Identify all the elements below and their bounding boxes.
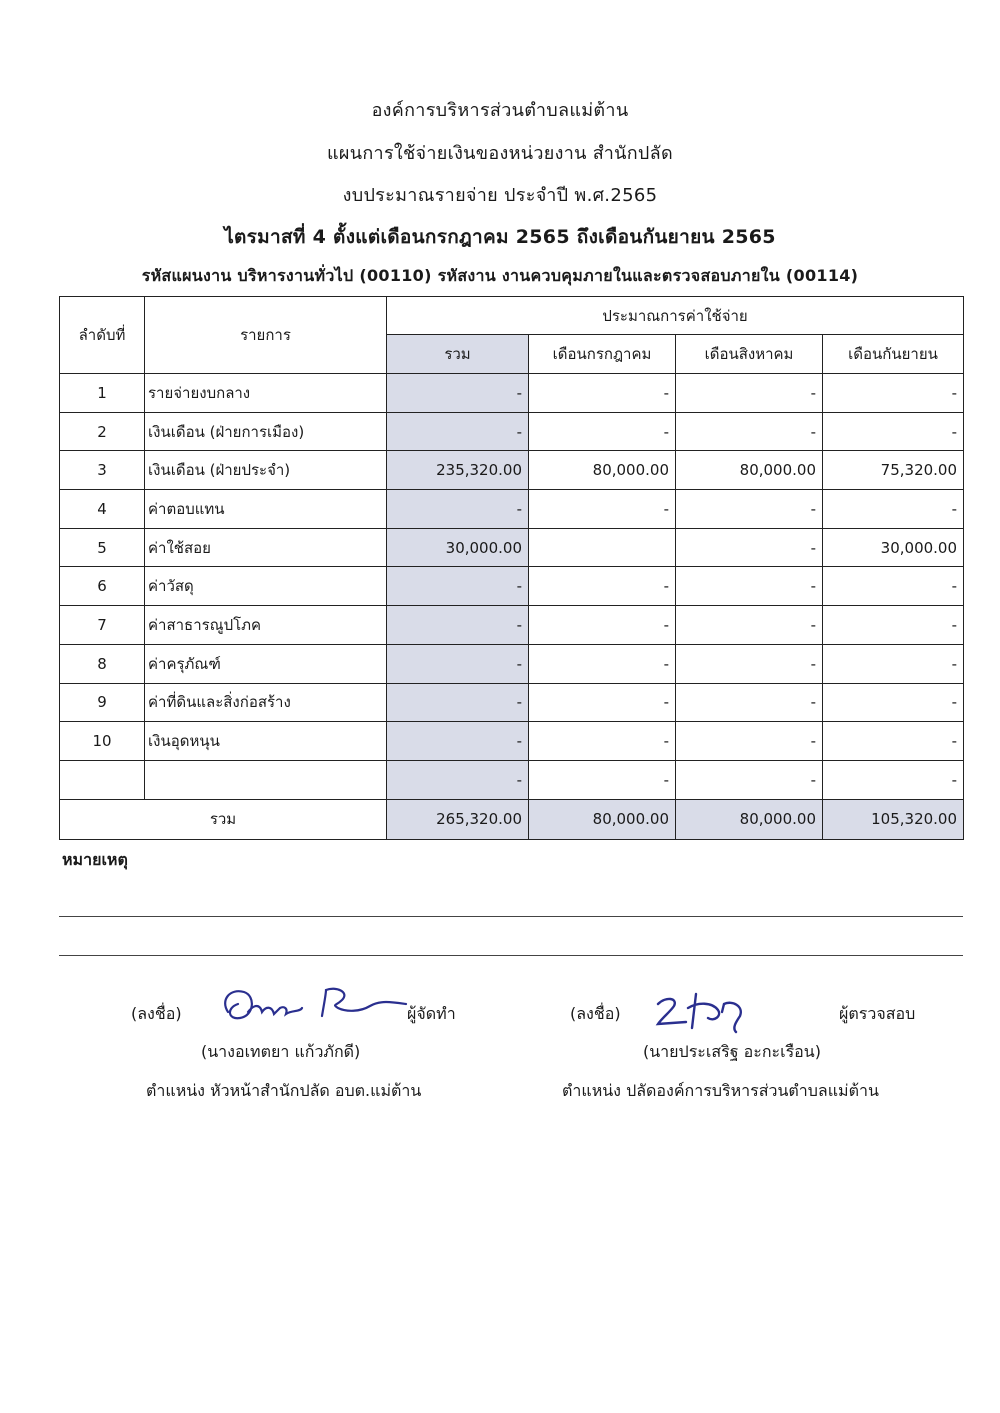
row-july xyxy=(529,528,676,567)
row-total: - xyxy=(387,567,529,606)
row-august: - xyxy=(676,412,823,451)
row-september: - xyxy=(823,567,964,606)
row-item: ค่าวัสดุ xyxy=(145,567,387,606)
row-total: - xyxy=(387,683,529,722)
row-july: - xyxy=(529,644,676,683)
table-row xyxy=(60,451,964,490)
row-total: 235,320.00 xyxy=(387,451,529,490)
left-name: (นางอเทตยา แก้วภักดี) xyxy=(201,1042,361,1061)
col-header-no: ลำดับที่ xyxy=(60,297,145,374)
budget-year: งบประมาณรายจ่าย ประจำปี พ.ศ.2565 xyxy=(342,185,658,206)
table-row xyxy=(60,683,964,722)
row-august: 80,000.00 xyxy=(676,451,823,490)
row-item: ค่าสาธารณูปโภค xyxy=(145,606,387,645)
total-label: รวม xyxy=(60,799,387,839)
org-title: องค์การบริหารส่วนตำบลแม่ต้าน xyxy=(371,100,629,121)
row-july: - xyxy=(529,412,676,451)
row-july: - xyxy=(529,683,676,722)
plan-code-line: รหัสแผนงาน บริหารงานทั่วไป (00110) รหัสงาน งานควบคุมภายในและตรวจสอบภายใน (00114) xyxy=(141,266,859,285)
table-row xyxy=(60,606,964,645)
left-position: ตำแหน่ง หัวหน้าสำนักปลัด อบต.แม่ต้าน xyxy=(146,1081,422,1100)
row-number xyxy=(60,760,145,799)
quarter-range: ไตรมาสที่ 4 ตั้งแต่เดือนกรกฎาคม 2565 ถึงเดือนกันยายน 2565 xyxy=(224,226,776,248)
row-september: - xyxy=(823,644,964,683)
col-header-item: รายการ xyxy=(145,297,387,374)
right-sign-label: (ลงชื่อ) xyxy=(570,1004,621,1023)
row-september: - xyxy=(823,760,964,799)
row-item: เงินเดือน (ฝ่ายการเมือง) xyxy=(145,412,387,451)
total-september: 105,320.00 xyxy=(823,799,964,839)
row-july: 80,000.00 xyxy=(529,451,676,490)
row-total: - xyxy=(387,374,529,413)
row-august: - xyxy=(676,606,823,645)
row-number: 6 xyxy=(60,567,145,606)
remark-line-2 xyxy=(59,955,963,956)
right-name: (นายประเสริฐ อะกะเรือน) xyxy=(643,1042,821,1061)
row-number: 10 xyxy=(60,722,145,761)
row-number: 2 xyxy=(60,412,145,451)
remark-line-1 xyxy=(59,916,963,917)
remark-label: หมายเหตุ xyxy=(62,850,128,869)
row-september: - xyxy=(823,412,964,451)
row-number: 1 xyxy=(60,374,145,413)
row-number: 9 xyxy=(60,683,145,722)
row-item: ค่าครุภัณฑ์ xyxy=(145,644,387,683)
table-row xyxy=(60,412,964,451)
col-header-july: เดือนกรกฎาคม xyxy=(529,335,676,374)
table-row xyxy=(60,528,964,567)
table-row xyxy=(60,722,964,761)
row-item: รายจ่ายงบกลาง xyxy=(145,374,387,413)
row-september: 75,320.00 xyxy=(823,451,964,490)
left-role: ผู้จัดทำ xyxy=(407,1004,456,1023)
row-total: - xyxy=(387,606,529,645)
row-total: - xyxy=(387,644,529,683)
row-total: - xyxy=(387,412,529,451)
table-row xyxy=(60,374,964,413)
total-sum: 265,320.00 xyxy=(387,799,529,839)
row-item: ค่าใช้สอย xyxy=(145,528,387,567)
row-july: - xyxy=(529,374,676,413)
budget-table xyxy=(59,296,964,840)
row-september: - xyxy=(823,606,964,645)
row-number: 3 xyxy=(60,451,145,490)
left-sign-label: (ลงชื่อ) xyxy=(131,1004,182,1023)
right-position: ตำแหน่ง ปลัดองค์การบริหารส่วนตำบลแม่ต้าน xyxy=(562,1081,879,1100)
plan-title: แผนการใช้จ่ายเงินของหน่วยงาน สำนักปลัด xyxy=(327,143,673,164)
row-number: 5 xyxy=(60,528,145,567)
row-august: - xyxy=(676,644,823,683)
row-august: - xyxy=(676,374,823,413)
row-total: - xyxy=(387,760,529,799)
table-row xyxy=(60,490,964,529)
row-july: - xyxy=(529,760,676,799)
row-july: - xyxy=(529,606,676,645)
row-number: 7 xyxy=(60,606,145,645)
row-total: 30,000.00 xyxy=(387,528,529,567)
right-role: ผู้ตรวจสอบ xyxy=(839,1004,916,1023)
col-header-august: เดือนสิงหาคม xyxy=(676,335,823,374)
row-september: - xyxy=(823,683,964,722)
table-row xyxy=(60,760,964,799)
row-item: ค่าตอบแทน xyxy=(145,490,387,529)
row-august: - xyxy=(676,490,823,529)
row-august: - xyxy=(676,528,823,567)
col-header-september: เดือนกันยายน xyxy=(823,335,964,374)
row-september: - xyxy=(823,490,964,529)
total-july: 80,000.00 xyxy=(529,799,676,839)
row-july: - xyxy=(529,567,676,606)
row-total: - xyxy=(387,722,529,761)
row-september: 30,000.00 xyxy=(823,528,964,567)
table-row xyxy=(60,567,964,606)
row-total: - xyxy=(387,490,529,529)
row-september: - xyxy=(823,722,964,761)
col-header-total: รวม xyxy=(387,335,529,374)
row-august: - xyxy=(676,722,823,761)
row-august: - xyxy=(676,567,823,606)
row-august: - xyxy=(676,683,823,722)
row-number: 4 xyxy=(60,490,145,529)
table-body xyxy=(60,374,964,800)
total-august: 80,000.00 xyxy=(676,799,823,839)
table-row xyxy=(60,644,964,683)
row-item xyxy=(145,760,387,799)
row-item: เงินอุดหนุน xyxy=(145,722,387,761)
col-header-group: ประมาณการค่าใช้จ่าย xyxy=(387,297,964,335)
row-july: - xyxy=(529,490,676,529)
row-september: - xyxy=(823,374,964,413)
right-signature-mark xyxy=(652,990,762,1034)
left-signature-mark xyxy=(220,982,410,1030)
row-item: ค่าที่ดินและสิ่งก่อสร้าง xyxy=(145,683,387,722)
row-july: - xyxy=(529,722,676,761)
row-august: - xyxy=(676,760,823,799)
row-item: เงินเดือน (ฝ่ายประจำ) xyxy=(145,451,387,490)
total-row xyxy=(60,799,964,839)
row-number: 8 xyxy=(60,644,145,683)
